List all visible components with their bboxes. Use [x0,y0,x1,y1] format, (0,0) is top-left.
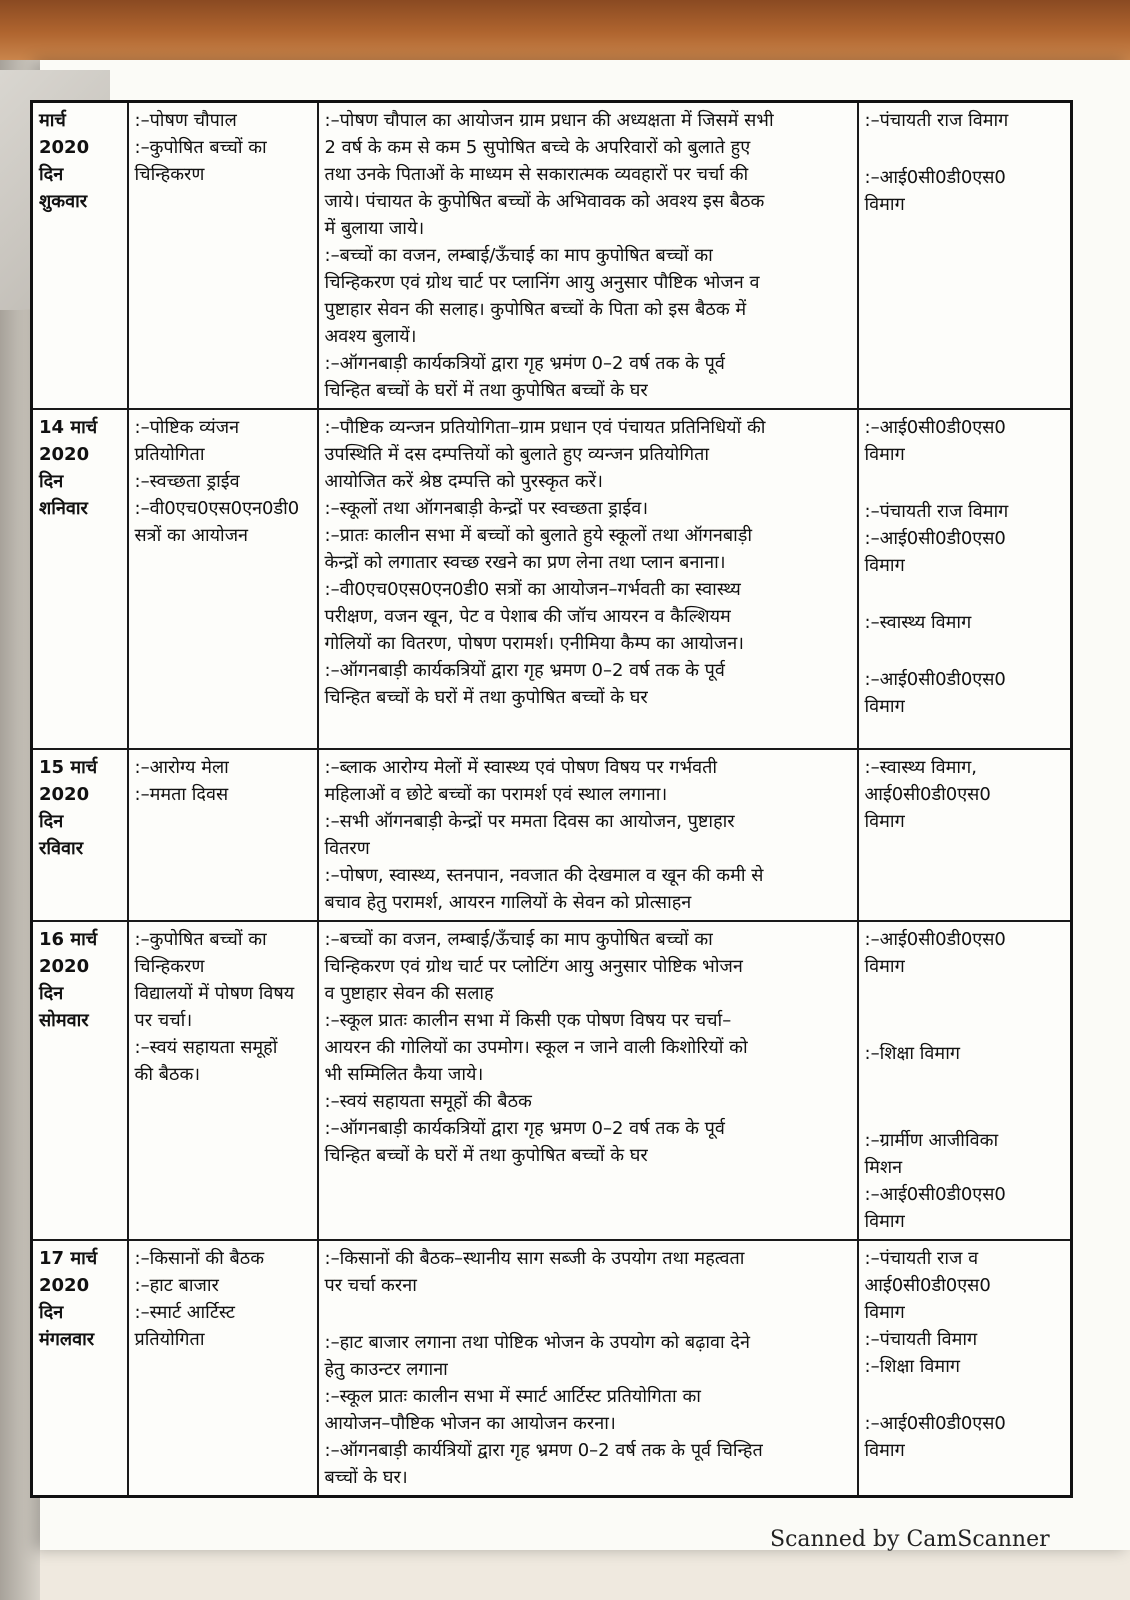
department-line: मिशन [864,1157,903,1178]
department-line: :–आई0सी0डी0एस0 [864,929,1006,950]
department-line: :–पंचायती राज विमाग [864,501,1009,522]
details-line: केन्द्रों को लगातार स्वच्छ रखने का प्रण लेना तथा प्लान बनाना। [324,552,726,573]
details-line: :–ऑगनबाड़ी कार्यत्रियों द्वारा गृह भ्रमण 0–2 वर्ष तक के पूर्व चिन्हित [324,1440,763,1461]
schedule-row [32,921,1072,1240]
date-line: दिन [39,811,64,832]
details-line: चिन्हित बच्चों के घरों में तथा कुपोषित बच्चों के घर [324,687,648,708]
details-line: जाये। पंचायत के कुपोषित बच्चों के अभिवावक को अवश्य इस बैठक [324,191,765,212]
details-cell [318,749,858,921]
department-line: :–पंचायती विमाग [864,1329,978,1350]
details-line: पर चर्चा करना [324,1275,417,1296]
details-line: हेतु काउन्टर लगाना [324,1359,448,1380]
spacer [865,636,1065,666]
department-line: :–आई0सी0डी0एस0 [864,1413,1006,1434]
department-line: विमाग [864,811,905,832]
details-line: उपस्थिति में दस दम्पत्तियों को बुलाते हुए व्यन्जन प्रतियोगिता [324,444,709,465]
spacer [865,1010,1065,1040]
activity-line: की बैठक। [134,1064,201,1085]
details-line: :–पोषण चौपाल का आयोजन ग्राम प्रधान की अध्यक्षता में जिसमें सभी [324,110,774,131]
activity-cell [128,1240,318,1497]
details-cell [318,1240,858,1497]
details-line: :–स्कूल प्रातः कालीन सभा में किसी एक पोषण विषय पर चर्चा– [324,1010,732,1031]
department-line: विमाग [864,696,905,717]
department-cell [858,921,1072,1240]
details-line: :–ऑगनबाड़ी कार्यकत्रियों द्वारा गृह भ्रमण 0–2 वर्ष तक के पूर्व [324,660,725,681]
activity-line: चिन्हिकरण [134,956,205,977]
date-line: 2020 [39,956,90,977]
department-line: :–स्वास्थ्य विमाग [864,612,972,633]
details-cell [318,102,858,410]
details-line: :–किसानों की बैठक–स्थानीय साग सब्जी के उपयोग तथा महत्वता [324,1248,745,1269]
date-line: रविवार [39,838,84,859]
details-line: :–वी0एच0एस0एन0डी0 सत्रों का आयोजन–गर्भवती का स्वास्थ्य [324,579,741,600]
details-line: आयोजित करें श्रेष्ठ दम्पत्ति को पुरस्कृत करें। [324,471,603,492]
details-cell [318,409,858,749]
activity-line: :–पोष्टिक व्यंजन [134,417,240,438]
details-line: व पुष्टाहार सेवन की सलाह [324,983,494,1004]
date-line: 15 मार्च [39,757,98,778]
department-line: :–आई0सी0डी0एस0 [864,1184,1006,1205]
date-cell [32,1240,128,1497]
date-cell [32,921,128,1240]
details-line: परीक्षण, वजन खून, पेट व पेशाब की जॉच आयरन व कैल्शियम [324,606,731,627]
activity-line: :–पोषण चौपाल [134,110,237,131]
details-line: बच्चों के घर। [324,1467,408,1488]
activity-line: :–कुपोषित बच्चों का [134,137,267,158]
date-line: मंगलवार [39,1329,95,1350]
schedule-body [32,102,1072,1497]
department-line: :–शिक्षा विमाग [864,1356,960,1377]
date-line: 16 मार्च [39,929,98,950]
details-line: गोलियों का वितरण, पोषण परामर्श। एनीमिया कैम्प का आयोजन। [324,633,745,654]
spacer [865,980,1065,1010]
date-line: शनिवार [39,498,88,519]
details-line: :–स्वयं सहायता समूहों की बैठक [324,1091,532,1112]
details-line: :–पोषण, स्वास्थ्य, स्तनपान, नवजात की देखमाल व खून की कमी से [324,865,764,886]
activity-schedule-table [30,100,1073,1498]
department-line: विमाग [864,444,905,465]
details-line: :–स्कूलों तथा ऑगनबाड़ी केन्द्रों पर स्वच्छता ड्राईव। [324,498,649,519]
details-line: महिलाओं व छोटे बच्चों का परामर्श एवं स्थाल लगाना। [324,784,668,805]
details-line: :–पौष्टिक व्यन्जन प्रतियोगिता–ग्राम प्रधान एवं पंचायत प्रतिनिधियों की [324,417,766,438]
activity-line: प्रतियोगिता [134,444,205,465]
department-cell [858,102,1072,410]
details-line: चिन्हित बच्चों के घरों में तथा कुपोषित बच्चों के घर [324,380,648,401]
date-line: दिन [39,983,64,1004]
department-line: :–आई0सी0डी0एस0 [864,167,1006,188]
activity-cell [128,749,318,921]
department-line: :–पंचायती राज विमाग [864,110,1009,131]
department-line: :–पंचायती राज व [864,1248,979,1269]
date-line: दिन [39,471,64,492]
details-line: बचाव हेतु परामर्श, आयरन गालियों के सेवन को प्रोत्साहन [324,892,692,913]
details-line: 2 वर्ष के कम से कम 5 सुपोषित बच्चे के अपरिवारों को बुलाते हुए [324,137,751,158]
date-line: 2020 [39,137,90,158]
date-line: दिन [39,1302,64,1323]
department-line: विमाग [864,1211,905,1232]
department-line: आई0सी0डी0एस0 [864,784,991,805]
activity-line: :–वी0एच0एस0एन0डी0 [134,498,300,519]
details-line: :–ऑगनबाड़ी कार्यकत्रियों द्वारा गृह भ्रमण 0–2 वर्ष तक के पूर्व [324,1118,725,1139]
department-line: विमाग [864,1440,905,1461]
department-cell [858,1240,1072,1497]
details-line: अवश्य बुलायें। [324,326,417,347]
department-line: विमाग [864,956,905,977]
date-cell [32,749,128,921]
date-line: शुकवार [39,191,88,212]
activity-cell [128,921,318,1240]
spacer [865,1067,1065,1097]
department-line: :–आई0सी0डी0एस0 [864,669,1006,690]
details-line: वितरण [324,838,370,859]
schedule-row [32,409,1072,749]
date-line: 2020 [39,784,90,805]
department-line: :–ग्रार्मीण आजीविका [864,1130,999,1151]
activity-line: सत्रों का आयोजन [134,525,249,546]
details-line: :–प्रातः कालीन सभा में बच्चों को बुलाते हुये स्कूलों तथा ऑगनबाड़ी [324,525,753,546]
department-line: विमाग [864,194,905,215]
spacer [865,134,1065,164]
details-line: आयरन की गोलियों का उपमोग। स्कूल न जाने वाली किशोरियों को [324,1037,748,1058]
activity-cell [128,102,318,410]
department-line: विमाग [864,555,905,576]
details-line: :–ऑगनबाड़ी कार्यकत्रियों द्वारा गृह भ्रमंण 0–2 वर्ष तक के पूर्व [324,353,725,374]
department-line: :–आई0सी0डी0एस0 [864,417,1006,438]
date-cell [32,409,128,749]
activity-line: :–किसानों की बैठक [134,1248,265,1269]
schedule-row [32,749,1072,921]
scanner-watermark: Scanned by CamScanner [770,1527,1050,1552]
date-line: 2020 [39,444,90,465]
wood-background [0,0,1130,60]
date-line: सोमवार [39,1010,89,1031]
activity-line: :–स्मार्ट आर्टिस्ट [134,1302,235,1323]
details-cell [318,921,858,1240]
date-line: 2020 [39,1275,90,1296]
details-line: :–बच्चों का वजन, लम्बाई/ऊँचाई का माप कुपोषित बच्चों का [324,245,713,266]
activity-cell [128,409,318,749]
spacer [865,1097,1065,1127]
spacer [865,1380,1065,1410]
schedule-row [32,102,1072,410]
activity-line: :–स्वयं सहायता समूहों [134,1037,278,1058]
spacer [865,579,1065,609]
department-line: :–शिक्षा विमाग [864,1043,960,1064]
details-line: पुष्टाहार सेवन की सलाह। कुपोषित बच्चों के पिता को इस बैठक में [324,299,747,320]
activity-line: :–कुपोषित बच्चों का [134,929,267,950]
spacer [865,468,1065,498]
activity-line: :–ममता दिवस [134,784,229,805]
details-line: :–स्कूल प्रातः कालीन सभा में स्मार्ट आर्टिस्ट प्रतियोगिता का [324,1386,701,1407]
details-line: तथा उनके पिताओं के माध्यम से सकारात्मक व्यवहारों पर चर्चा की [324,164,749,185]
activity-line: :–आरोग्य मेला [134,757,229,778]
department-cell [858,409,1072,749]
date-line: 17 मार्च [39,1248,98,1269]
details-line: में बुलाया जाये। [324,218,425,239]
activity-line: चिन्हिकरण [134,164,205,185]
activity-line: :–स्वच्छता ड्राईव [134,471,240,492]
schedule-row [32,1240,1072,1497]
details-line: :–ब्लाक आरोग्य मेलों में स्वास्थ्य एवं पोषण विषय पर गर्भवती [324,757,718,778]
date-cell [32,102,128,410]
activity-line: पर चर्चा। [134,1010,193,1031]
department-line: :–आई0सी0डी0एस0 [864,528,1006,549]
spacer [325,1299,851,1329]
details-line: :–बच्चों का वजन, लम्बाई/ऊँचाई का माप कुपोषित बच्चों का [324,929,713,950]
department-cell [858,749,1072,921]
activity-line: प्रतियोगिता [134,1329,205,1350]
details-line: आयोजन–पौष्टिक भोजन का आयोजन करना। [324,1413,616,1434]
date-line: 14 मार्च [39,417,98,438]
activity-line: विद्यालयों में पोषण विषय [134,983,295,1004]
department-line: विमाग [864,1302,905,1323]
activity-line: :–हाट बाजार [134,1275,219,1296]
department-line: आई0सी0डी0एस0 [864,1275,991,1296]
department-line: :–स्वास्थ्य विमाग, [864,757,977,778]
date-line: दिन [39,164,64,185]
date-line: मार्च [39,110,66,131]
details-line: :–सभी ऑगनबाड़ी केन्द्रों पर ममता दिवस का आयोजन, पुष्टाहार [324,811,735,832]
details-line: :–हाट बाजार लगाना तथा पोष्टिक भोजन के उपयोग को बढ़ावा देने [324,1332,750,1353]
details-line: चिन्हिकरण एवं ग्रोथ चार्ट पर प्लोटिंग आयु अनुसार पोष्टिक भोजन [324,956,743,977]
details-line: चिन्हित बच्चों के घरों में तथा कुपोषित बच्चों के घर [324,1145,648,1166]
details-line: भी सम्मिलित कैया जाये। [324,1064,484,1085]
details-line: चिन्हिकरण एवं ग्रोथ चार्ट पर प्लानिंग आयु अनुसार पौष्टिक भोजन व [324,272,760,293]
